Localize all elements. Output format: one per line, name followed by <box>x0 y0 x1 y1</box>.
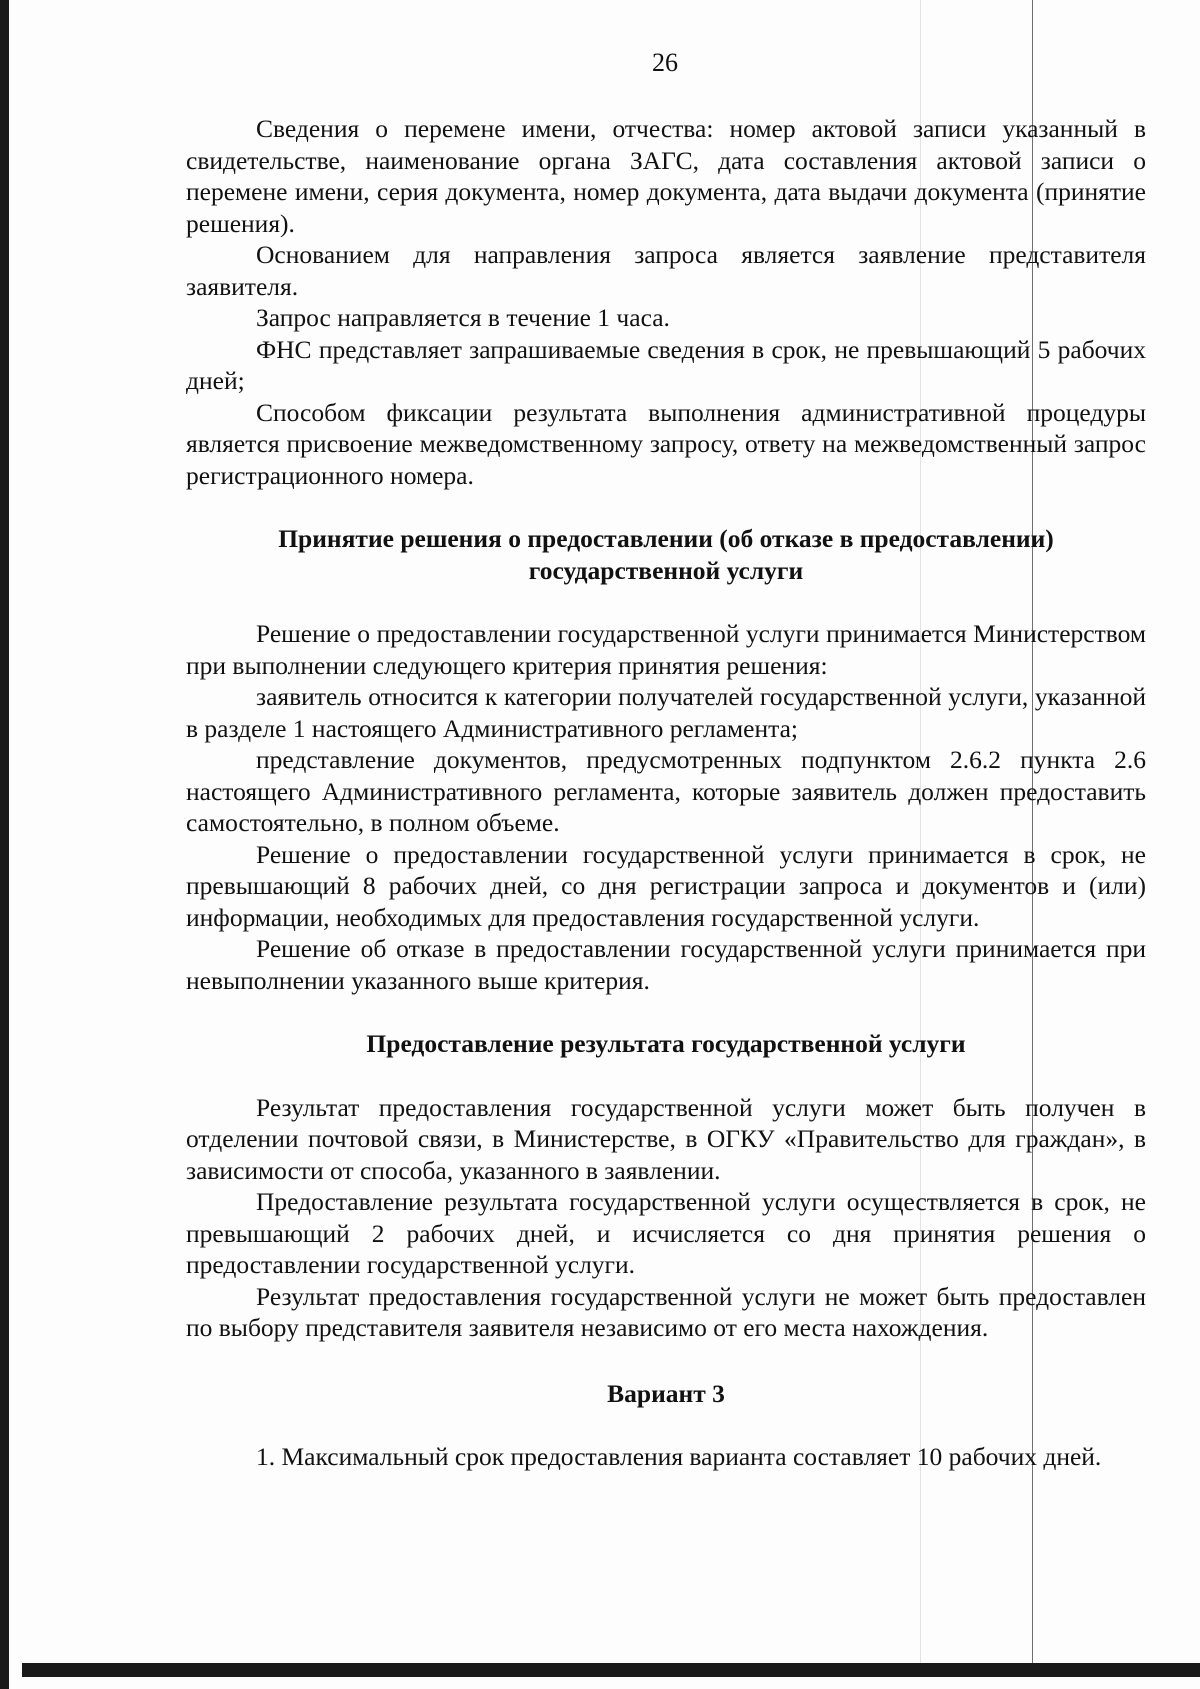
scan-left-border <box>0 0 9 1689</box>
paragraph: заявитель относится к категории получателей государственной услуги, указанной в разделе 1 настоящего Административного регламента; <box>186 682 1146 743</box>
spacer <box>186 1409 1146 1441</box>
spacer <box>186 1060 1146 1092</box>
paragraph: Результат предоставления государственной услуги может быть получен в отделении почтовой связи, в Министерстве, в ОГКУ «Правительство для граждан», в зависимости от способа, указанного в заявлении. <box>186 1092 1146 1185</box>
paragraph: Сведения о перемене имени, отчества: номер актовой записи указанный в свидетельстве, наименование органа ЗАГС, дата составления актовой записи о перемене имени, серия документа, номер документа, дата выдачи документа (принятие решения). <box>186 114 1146 238</box>
spacer <box>186 491 1146 523</box>
section-heading-decision: Принятие решения о предоставлении (об отказе в предоставлении) государственной услуги <box>278 524 1054 585</box>
paragraph: Способом фиксации результата выполнения административной процедуры является присвоение межведомственному запросу, ответу на межведомственный запрос регистрационного номера. <box>186 397 1146 490</box>
spacer <box>186 1344 1146 1378</box>
paragraph: Результат предоставления государственной услуги не может быть предоставлен по выбору представителя заявителя независимо от его места нахождения. <box>186 1281 1146 1342</box>
section-heading-variant-3: Вариант 3 <box>607 1378 725 1408</box>
spacer <box>186 996 1146 1028</box>
scan-bottom-border <box>22 1663 1200 1677</box>
paragraph: Решение о предоставлении государственной услуги принимается Министерством при выполнении следующего критерия принятия решения: <box>186 619 1146 680</box>
paragraph: ФНС представляет запрашиваемые сведения в срок, не превышающий 5 рабочих дней; <box>186 334 1146 395</box>
section-heading-result: Предоставление результата государственной услуги <box>366 1029 966 1058</box>
paragraph: 1. Максимальный срок предоставления варианта составляет 10 рабочих дней. <box>256 1442 1102 1471</box>
paragraph: Запрос направляется в течение 1 часа. <box>256 303 670 332</box>
paragraph: Предоставление результата государственной услуги осуществляется в срок, не превышающий 2 рабочих дней, и исчисляется со дня принятия решения о предоставлении государственной услуги. <box>186 1187 1146 1279</box>
paragraph: Решение о предоставлении государственной услуги принимается в срок, не превышающий 8 рабочих дней, со дня регистрации запроса и документов и (или) информации, необходимых для предоставления государственной услуги. <box>186 839 1146 932</box>
paragraph: Решение об отказе в предоставлении государственной услуги принимается при невыполнении указанного выше критерия. <box>186 934 1146 995</box>
spacer <box>186 586 1146 618</box>
page-number: 26 <box>652 48 678 77</box>
document-body <box>186 113 1146 1473</box>
paragraph: представление документов, предусмотренных подпунктом 2.6.2 пункта 2.6 настоящего Административного регламента, которые заявитель должен предоставить самостоятельно, в полном объеме. <box>186 745 1146 837</box>
paragraph: Основанием для направления запроса является заявление представителя заявителя. <box>186 240 1146 301</box>
